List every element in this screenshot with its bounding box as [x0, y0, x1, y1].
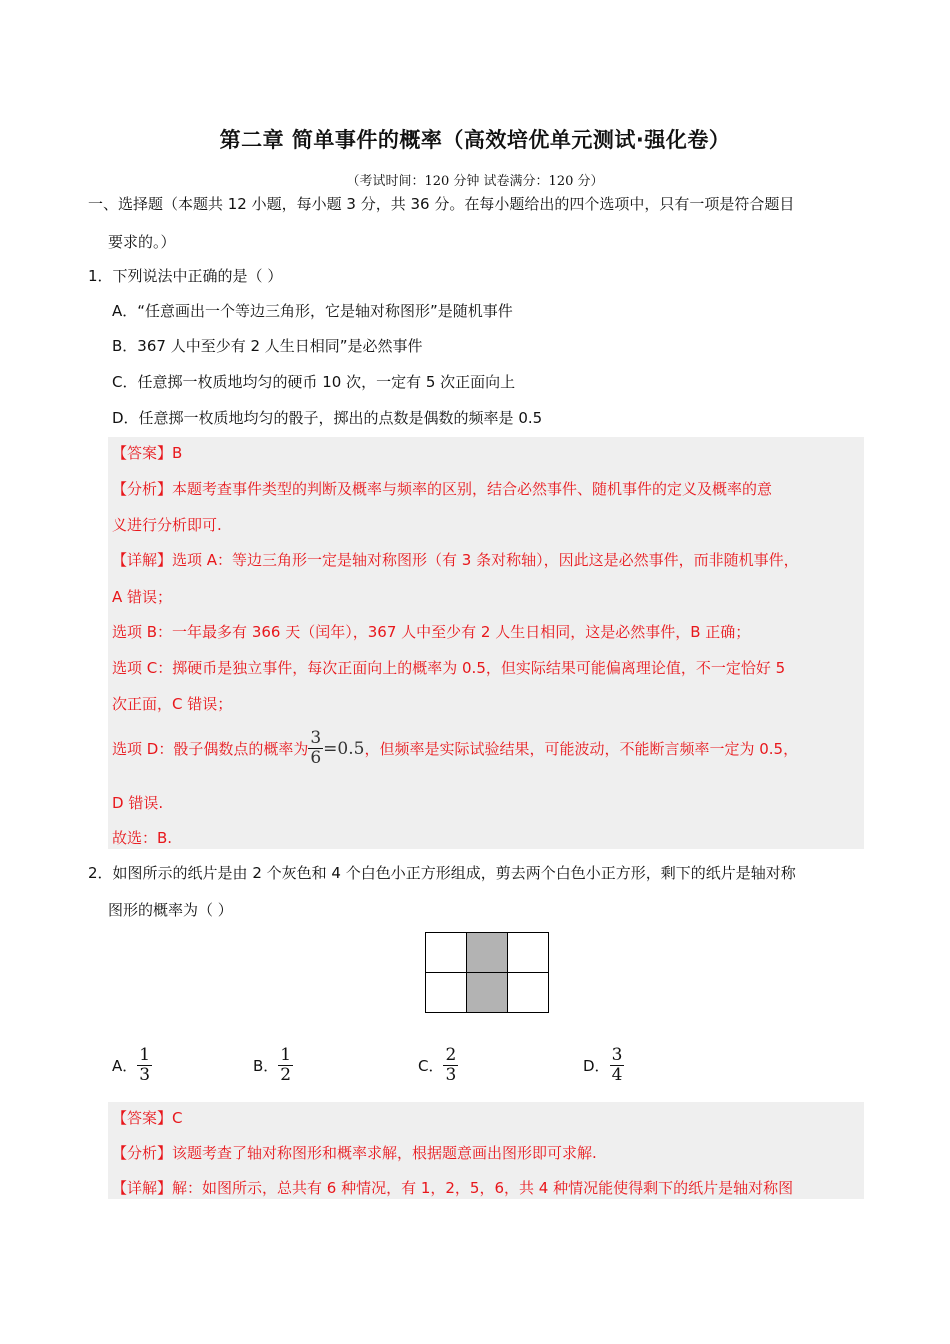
fraction-denominator: 4 [611, 1065, 623, 1085]
q1-detail-line3: 选项 B：一年最多有 366 天（闰年），367 人中至少有 2 人生日相同，这是必然事件，B 正确； [112, 623, 751, 641]
q1-analysis-line2: 义进行分析即可. [112, 516, 222, 534]
q1-conclusion: 故选：B. [112, 829, 173, 847]
fraction-numerator: 1 [280, 1045, 292, 1065]
option-label: C． [418, 1056, 444, 1075]
q1-option-b: B．367 人中至少有 2 人生日相同”是必然事件 [112, 337, 423, 355]
fraction [610, 1046, 625, 1085]
page-title: 第二章 简单事件的概率（高效培优单元测试·强化卷） [219, 128, 731, 152]
q1-stem: 1．下列说法中正确的是（ ） [88, 267, 283, 285]
q1-detail-line6-suffix: ，但频率是实际试验结果，可能波动，不能断言频率一定为 0.5， [364, 739, 799, 758]
q1-option-a: A．“任意画出一个等边三角形，它是轴对称图形”是随机事件 [112, 302, 513, 320]
q2-analysis: 【分析】该题考查了轴对称图形和概率求解，根据题意画出图形即可求解. [112, 1144, 597, 1162]
q1-answer-box [108, 437, 864, 849]
q1-analysis-line1: 【分析】本题考查事件类型的判断及概率与频率的区别，结合必然事件、随机事件的定义及概率的意 [112, 480, 773, 498]
fraction-numerator: 3 [611, 1045, 623, 1065]
q2-option-c [418, 1046, 458, 1085]
q1-detail-line7: D 错误. [112, 794, 164, 812]
fraction-3-6 [308, 729, 323, 768]
q2-answer: 【答案】C [112, 1109, 183, 1127]
fraction-numerator: 2 [445, 1045, 457, 1065]
gray-square [466, 972, 508, 1013]
fraction-denominator: 3 [139, 1065, 151, 1085]
q2-detail: 【详解】解：如图所示，总共有 6 种情况，有 1，2，5，6，共 4 种情况能使得剩下的纸片是轴对称图 [112, 1179, 794, 1197]
fraction-denominator: 3 [445, 1065, 457, 1085]
q1-detail-line5: 次正面，C 错误； [112, 695, 233, 713]
q2-stem-line1: 2．如图所示的纸片是由 2 个灰色和 4 个白色小正方形组成，剪去两个白色小正方形，剩下的纸片是轴对称 [88, 864, 796, 882]
q2-option-b [253, 1046, 293, 1085]
q1-detail-line2: A 错误； [112, 588, 173, 606]
q1-answer: 【答案】B [112, 444, 183, 462]
exam-info: （考试时间：120 分钟 试卷满分：120 分） [346, 174, 604, 189]
q1-detail-line6-prefix: 选项 D：骰子偶数点的概率为 [112, 739, 309, 758]
paper-squares-figure [425, 932, 551, 1014]
q1-detail-line4: 选项 C：掷硬币是独立事件，每次正面向上的概率为 0.5，但实际结果可能偏离理论值，不一定恰好 5 [112, 659, 786, 677]
white-square [425, 972, 467, 1013]
fraction-denominator: 6 [310, 748, 322, 768]
q1-detail-line1: 【详解】选项 A：等边三角形一定是轴对称图形（有 3 条对称轴），因此这是必然事件，而非随机事件， [112, 551, 799, 569]
white-square [507, 932, 549, 973]
fraction-numerator: 3 [310, 728, 322, 748]
fraction [278, 1046, 293, 1085]
q1-detail-line6 [112, 729, 798, 768]
q2-answer-box [108, 1102, 864, 1199]
q1-option-d: D．任意掷一枚质地均匀的骰子，掷出的点数是偶数的频率是 0.5 [112, 409, 543, 427]
q2-option-d [583, 1046, 624, 1085]
fraction-denominator: 2 [280, 1065, 292, 1085]
section-heading-line1: 一、选择题（本题共 12 小题，每小题 3 分，共 36 分。在每小题给出的四个选项中，只有一项是符合题目 [88, 195, 795, 213]
gray-square [466, 932, 508, 973]
q1-detail-line6-equals: =0.5 [323, 738, 365, 759]
white-square [507, 972, 549, 1013]
fraction-numerator: 1 [139, 1045, 151, 1065]
option-label: A． [112, 1056, 138, 1075]
white-square [425, 932, 467, 973]
fraction [137, 1046, 152, 1085]
fraction [443, 1046, 458, 1085]
q1-option-c: C．任意掷一枚质地均匀的硬币 10 次，一定有 5 次正面向上 [112, 373, 516, 391]
option-label: D． [583, 1056, 610, 1075]
q2-option-a [112, 1046, 152, 1085]
option-label: B． [253, 1056, 279, 1075]
q2-stem-line2: 图形的概率为（ ） [108, 901, 233, 919]
section-heading-line2: 要求的。） [108, 233, 176, 251]
